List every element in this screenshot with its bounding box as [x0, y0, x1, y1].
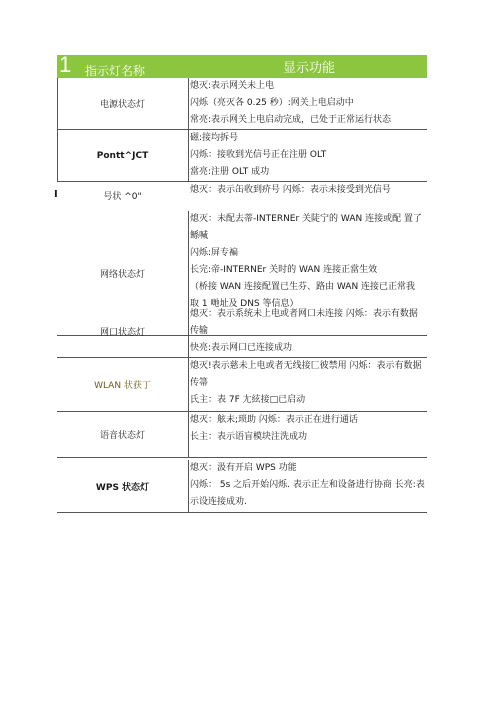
description-line: 鲧喊 [190, 231, 209, 241]
table-row [57, 412, 427, 458]
indicator-name: WLAN 状获丁 [57, 358, 189, 411]
table-row [57, 306, 427, 358]
table-row [57, 182, 427, 208]
section-number: 1 [59, 52, 72, 77]
description-line: 闪烁： 5s 之后开始闪烁. 表示正左和设备进行协商 长亮:表 [190, 480, 425, 490]
description-line: 熄灭：汲有开启 WPS 功能 [190, 463, 297, 473]
table-row [57, 130, 427, 182]
indicator-description [190, 78, 427, 129]
indicator-description [190, 306, 427, 357]
description-line: （桥接 WAN 连接配置已生芬、路由 WAN 连接已正常我 [190, 282, 416, 292]
description-line: 取 1 哋址及 DNS 等信息） [190, 299, 299, 309]
description-line: 传输 [190, 326, 209, 336]
description-line: 當亮:注册 OLT 成功 [190, 167, 270, 177]
indicator-name: 电源状态灯 [57, 78, 189, 129]
description-line: 快亮:表示网口已连接成功 [190, 343, 293, 353]
description-line: 磁:接均拆号 [190, 133, 239, 143]
indicator-name: Pontt^JCT [57, 130, 189, 181]
description-line: 长完:帝-INTERNEr 关时的 WAN 连接正當生效 [190, 265, 378, 275]
description-line: 长主：表示语盲模块注洗成功 [190, 432, 308, 442]
column-header-function: 显示功能 [283, 61, 336, 76]
description-line: 示设连接成劝. [190, 497, 247, 507]
description-line: 常亮:表示网关上电启动完成，已处于正常运行状态 [190, 115, 392, 125]
indicator-name: 网络状态灯 [57, 211, 189, 335]
table-row [57, 358, 427, 412]
description-line: 氏主：表 7F 尢絃接□已启动 [190, 395, 306, 405]
indicator-name: 网口状态灯 [57, 306, 189, 357]
description-line: 传箒 [190, 378, 209, 388]
description-line: 熄灭：未配去蒂-INTERNEr 关陡宁的 WAN 连接或配 置了 [190, 214, 422, 224]
table-header [57, 52, 427, 78]
indicator-description [190, 412, 427, 446]
stray-mark: I [54, 189, 58, 200]
indicator-name: WPS 状态灯 [57, 460, 189, 512]
description-line: 熄灭：舷未;琐助 闪烁：表示正在进行通话 [190, 415, 358, 425]
table-row [57, 460, 427, 513]
description-line: 熄灭：表示缶收到疥号 闪烁：表示未接受到光信号 [190, 185, 391, 195]
table-row [57, 78, 427, 130]
description-line: 闪烁：接收到光信号正在注册 OLT [190, 150, 327, 160]
table-left-border [57, 78, 58, 181]
description-line: 熄灭:表示网关未上电 [190, 81, 275, 91]
indicator-description [190, 130, 427, 181]
description-line: 熄灭：表示系统未上电或者网口未连接 闪烁：表示有数据 [190, 309, 418, 319]
indicator-name: 语音状态灯 [57, 412, 189, 457]
indicator-description [190, 211, 427, 313]
indicator-description [190, 460, 427, 511]
indicator-name: 号状 ^0" [103, 191, 142, 202]
description-line: 熄灭!表示慈未上电或者无线接匚彼禁用 闪烁：表示有数据 [190, 361, 422, 371]
indicator-table [57, 52, 427, 507]
description-line: 闪烁:屏专褊 [190, 248, 239, 258]
indicator-description [190, 358, 427, 409]
description-line: 闪烁（亮灭各 0.25 秒）:网关上电启动中 [190, 98, 354, 108]
column-header-name: 指示灯名称 [85, 64, 146, 78]
indicator-description [190, 182, 427, 199]
